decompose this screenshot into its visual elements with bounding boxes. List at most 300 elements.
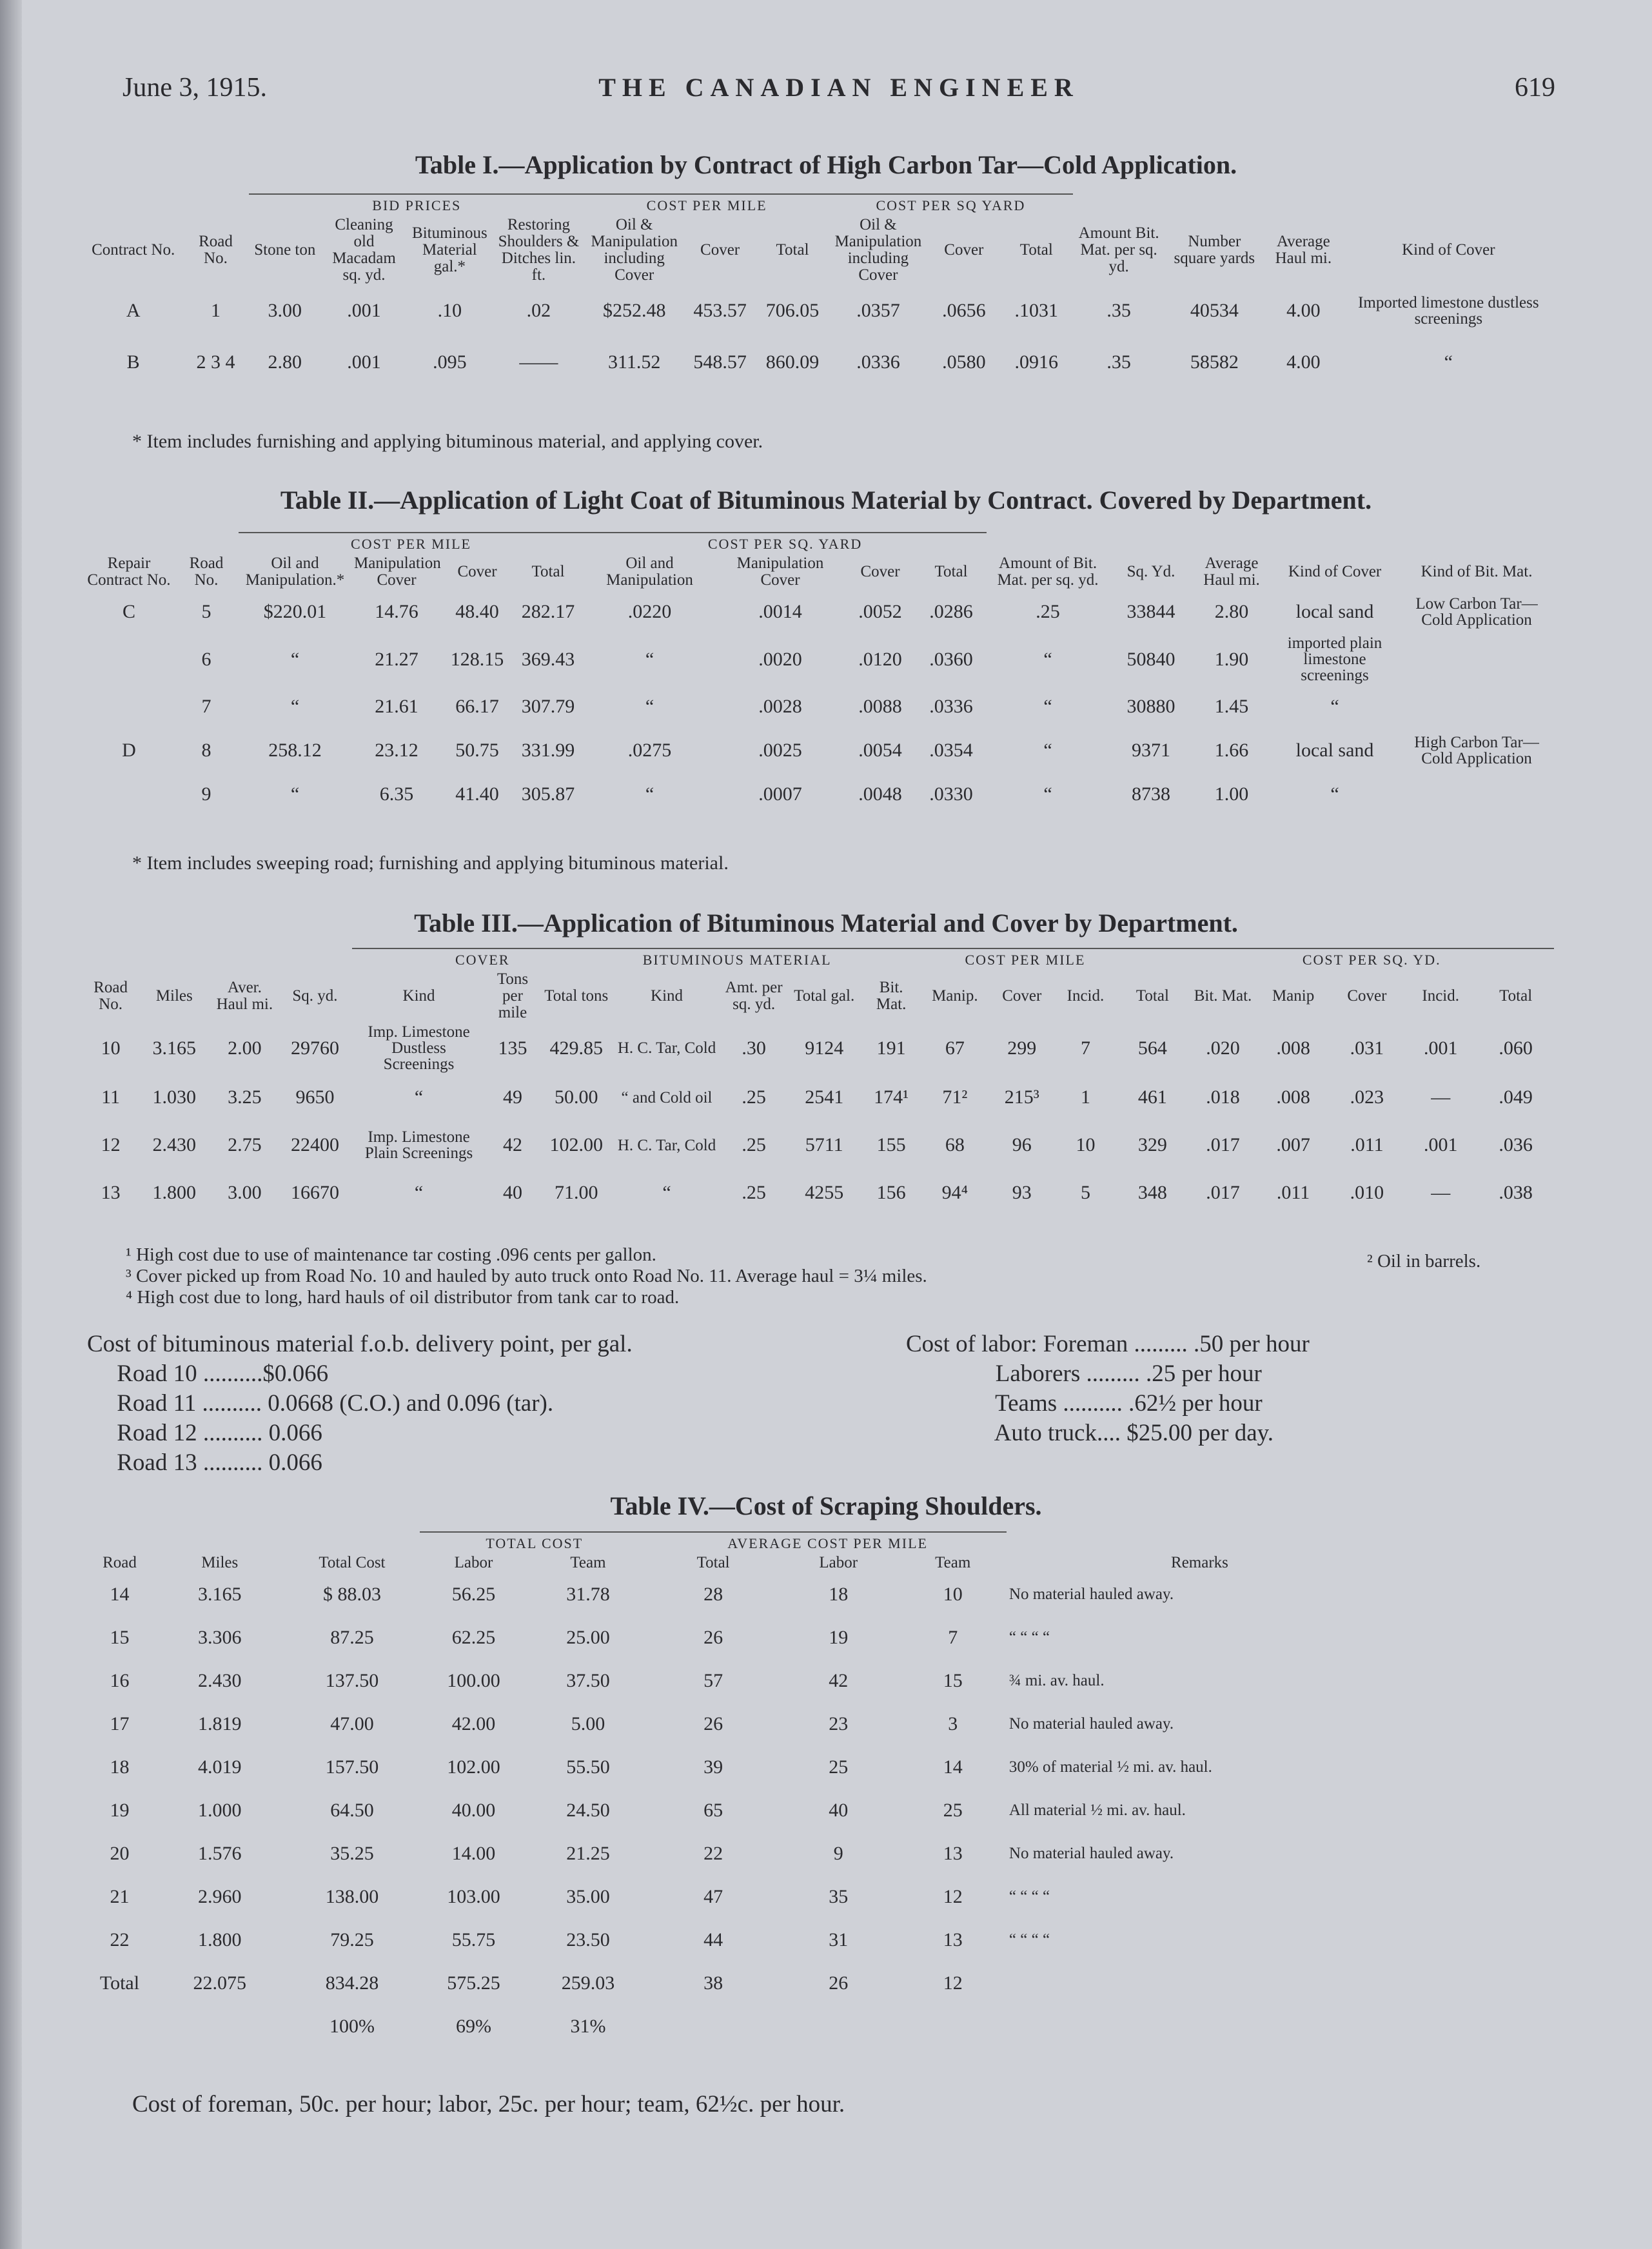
t2-col-header: Oil and Manipulation <box>606 555 693 589</box>
table-cell: 4.00 <box>1286 351 1321 373</box>
table-row <box>84 1659 1393 1702</box>
table-cell: H. C. Tar, Cold <box>617 1136 716 1154</box>
table-cell: 40 <box>503 1182 522 1203</box>
table-cell: 68 <box>945 1134 965 1155</box>
table-cell: 24.50 <box>566 1799 610 1821</box>
table-row <box>84 685 1554 729</box>
table-cell: 3.306 <box>198 1626 242 1648</box>
table-cell: 44 <box>703 1929 723 1950</box>
table-cell: .001 <box>1423 1134 1458 1155</box>
table-cell: .0007 <box>758 783 802 805</box>
table-cell: 15 <box>943 1669 963 1691</box>
table-cell: .25 <box>1036 601 1060 622</box>
table-cell: 3.165 <box>152 1037 197 1059</box>
table-cell: A <box>126 300 141 321</box>
table-cell: 10 <box>943 1583 963 1605</box>
table-cell: .0330 <box>929 783 973 805</box>
table-row <box>84 337 1554 388</box>
table-cell: 28 <box>703 1583 723 1605</box>
table-cell: — <box>1431 1182 1451 1203</box>
table-cell: 23 <box>829 1713 849 1734</box>
table-row <box>84 1789 1393 1832</box>
table-cell: 9 <box>833 1842 843 1864</box>
table-cell: 100% <box>329 2015 375 2037</box>
table-cell: .0275 <box>627 740 672 761</box>
table-cell: “ “ “ “ <box>1008 1629 1050 1646</box>
table-cell: 7 <box>201 696 211 717</box>
table-cell: .020 <box>1206 1037 1240 1059</box>
table-cell: 13 <box>943 1929 963 1950</box>
table-cell: 35.25 <box>330 1842 374 1864</box>
table-cell: local sand <box>1295 601 1374 622</box>
t2-col-header: Kind of Cover <box>1288 563 1382 580</box>
table-cell: $220.01 <box>263 601 327 622</box>
table-cell: .35 <box>1106 351 1131 373</box>
table-cell <box>84 685 174 729</box>
table-row <box>84 285 1554 337</box>
table-cell: 22 <box>110 1929 130 1950</box>
t2-col-header: Sq. Yd. <box>1126 563 1175 580</box>
table-cell: 14.76 <box>375 601 418 622</box>
t1-col-header: Road No. <box>199 233 233 267</box>
table-cell: D <box>122 740 136 761</box>
table-cell: 35.00 <box>566 1885 610 1907</box>
table-cell <box>84 772 174 816</box>
table-cell: 13 <box>101 1182 121 1203</box>
cost-line: Road 10 ..........$0.066 <box>87 1360 329 1387</box>
t3-col-header: Sq. yd. <box>292 987 338 1005</box>
table-cell: .001 <box>347 300 381 321</box>
t3-col-header: Amt. per sq. yd. <box>725 979 783 1013</box>
table-cell: Total <box>99 1972 140 1994</box>
table-cell: .036 <box>1499 1134 1533 1155</box>
table-cell: .049 <box>1499 1086 1533 1108</box>
table-cell: 26 <box>703 1713 723 1734</box>
table-cell: “ <box>1043 648 1052 670</box>
t1-col-header: Cover <box>700 241 740 259</box>
table-cell: 66.17 <box>455 696 499 717</box>
binding-edge <box>0 0 22 2249</box>
table-cell: 4.00 <box>1286 300 1321 321</box>
table-cell: 19 <box>110 1799 130 1821</box>
table-cell: 307.79 <box>521 696 575 717</box>
table-cell: 3.25 <box>228 1086 262 1108</box>
table-cell: 71² <box>942 1086 968 1108</box>
table-cell: “ <box>290 648 300 670</box>
table-cell: 14.00 <box>451 1842 496 1864</box>
table-cell: 19 <box>829 1626 849 1648</box>
table-cell: .0656 <box>942 300 986 321</box>
table-cell: 4255 <box>805 1182 844 1203</box>
t1-group-cost-per-sqyd: COST PER SQ YARD <box>829 194 1072 215</box>
issue-date: June 3, 1915. <box>123 73 267 103</box>
table-cell: 1.819 <box>198 1713 242 1734</box>
table-cell: 1.576 <box>198 1842 242 1864</box>
table-cell: 31% <box>570 2015 606 2037</box>
t3-col-header: Total <box>1136 987 1169 1005</box>
table-cell: 5711 <box>805 1134 843 1155</box>
table-cell <box>1007 1961 1393 2005</box>
table-cell: 155 <box>876 1134 906 1155</box>
table-cell <box>649 2005 778 2048</box>
table-cell: 26 <box>829 1972 849 1994</box>
table-cell: “ <box>1330 696 1339 717</box>
table-cell: .0088 <box>858 696 902 717</box>
table-cell: 30880 <box>1126 696 1175 717</box>
table-cell: .0360 <box>929 648 973 670</box>
t2-col-header: Repair Contract No. <box>87 555 171 589</box>
table-cell: 7 <box>948 1626 958 1648</box>
table-cell: No material hauled away. <box>1008 1845 1174 1862</box>
table-cell: 50.00 <box>554 1086 598 1108</box>
t2-col-header: Cover <box>860 563 900 580</box>
table4-footer: Cost of foreman, 50c. per hour; labor, 25c. per hour; team, 62½c. per hour. <box>132 2091 845 2117</box>
page-number: 619 <box>1515 73 1555 103</box>
table-cell: .02 <box>526 300 551 321</box>
table-cell: .0025 <box>758 740 802 761</box>
table-cell <box>900 2005 1007 2048</box>
table-cell: “ <box>1043 783 1052 805</box>
table-cell: .35 <box>1106 300 1131 321</box>
table-cell: H. C. Tar, Cold <box>617 1039 716 1057</box>
table-row <box>84 1573 1393 1616</box>
table-cell: .060 <box>1499 1037 1533 1059</box>
table-cell: “ <box>1330 783 1339 805</box>
table-cell: 369.43 <box>521 648 575 670</box>
t4-col-header: Labor <box>819 1554 858 1571</box>
table-cell: 23.50 <box>566 1929 610 1950</box>
table-cell: 69% <box>456 2015 492 2037</box>
table-cell <box>1399 685 1554 729</box>
t4-col-header: Road <box>103 1554 137 1571</box>
table3-footnote: ⁴ High cost due to long, hard hauls of oil distributor from tank car to road. <box>126 1287 680 1308</box>
t1-col-header: Oil & Manipulation including Cover <box>591 216 678 284</box>
table-cell: 3.00 <box>268 300 302 321</box>
table-row <box>84 729 1554 772</box>
table-cell: 48.40 <box>455 601 499 622</box>
table-cell: “ <box>1444 351 1453 373</box>
table-cell: 138.00 <box>325 1885 379 1907</box>
t1-col-header: Oil & Manipulation including Cover <box>834 216 922 284</box>
table-row <box>84 1961 1393 2005</box>
table-cell: .0336 <box>856 351 900 373</box>
t3-group-cover: COVER <box>352 948 613 970</box>
table-cell: 548.57 <box>693 351 747 373</box>
t3-col-header: Manip <box>1272 987 1315 1005</box>
table-cell: 50840 <box>1126 648 1175 670</box>
table-cell: .095 <box>433 351 467 373</box>
table-row <box>84 1023 1554 1074</box>
table-cell: 5 <box>1080 1182 1090 1203</box>
t3-group-bituminous: BITUMINOUS MATERIAL <box>613 948 861 970</box>
table-row <box>84 1832 1393 1875</box>
table-cell: 22400 <box>290 1134 339 1155</box>
table-cell: 12 <box>101 1134 121 1155</box>
t1-group-cost-per-mile: COST PER MILE <box>585 194 829 215</box>
table-cell: .017 <box>1206 1134 1240 1155</box>
table-cell: 103.00 <box>447 1885 500 1907</box>
bituminous-cost-block <box>87 1330 633 1478</box>
table-cell: 3.165 <box>198 1583 242 1605</box>
table-cell: “ <box>290 696 300 717</box>
t2-col-header: Cover <box>457 563 497 580</box>
t4-col-header: Team <box>935 1554 971 1571</box>
table-cell: 57 <box>703 1669 723 1691</box>
table-cell: 135 <box>498 1037 527 1059</box>
t2-group-cost-per-sqyd: COST PER SQ. YARD <box>584 533 987 554</box>
cost-line: Road 12 .......... 0.066 <box>87 1420 322 1446</box>
table-cell: 329 <box>1137 1134 1167 1155</box>
table-cell: 16 <box>110 1669 130 1691</box>
table-cell: .001 <box>347 351 381 373</box>
table-cell: 49 <box>503 1086 522 1108</box>
table-cell: 102.00 <box>549 1134 603 1155</box>
table-cell: 29760 <box>290 1037 339 1059</box>
t4-group-avg-cost: AVERAGE COST PER MILE <box>649 1532 1007 1553</box>
table-cell: 1.800 <box>152 1182 197 1203</box>
table-cell: .010 <box>1350 1182 1384 1203</box>
table-cell: 9371 <box>1132 740 1171 761</box>
table4-title: Table IV.—Cost of Scraping Shoulders. <box>610 1491 1042 1520</box>
table-cell: 575.25 <box>447 1972 500 1994</box>
table-cell: 453.57 <box>693 300 747 321</box>
labor-line: Cost of labor: Foreman ......... .50 per hour <box>906 1331 1310 1357</box>
cost-line: Road 13 .......... 0.066 <box>87 1449 322 1476</box>
table-cell: 20 <box>110 1842 130 1864</box>
page-header <box>123 72 1555 111</box>
table-cell <box>84 2005 155 2048</box>
t3-col-header: Tons per mile <box>497 970 529 1021</box>
table-cell: 17 <box>110 1713 130 1734</box>
t1-col-header: Amount Bit. Mat. per sq. yd. <box>1078 224 1159 275</box>
table-cell: 67 <box>945 1037 965 1059</box>
table-row <box>84 634 1554 685</box>
t4-col-header: Labor <box>454 1554 493 1571</box>
table-cell: 5 <box>201 601 211 622</box>
table-cell: 25 <box>829 1756 849 1778</box>
table3-footnote: ³ Cover picked up from Road No. 10 and hauled by auto truck onto Road No. 11. Average haul = 3¼ miles. <box>126 1266 927 1286</box>
labor-cost-block <box>906 1330 1310 1448</box>
table-cell: 14 <box>110 1583 130 1605</box>
table-cell: .0580 <box>942 351 986 373</box>
cost-line: Cost of bituminous material f.o.b. delivery point, per gal. <box>87 1331 633 1357</box>
t3-col-header: Cover <box>1347 987 1387 1005</box>
table-cell: 30% of material ½ mi. av. haul. <box>1008 1758 1212 1776</box>
t1-col-header: Stone ton <box>254 241 316 259</box>
table-cell: 47 <box>703 1885 723 1907</box>
t1-col-header: Bituminous Material gal.* <box>412 224 487 275</box>
table-cell: 42 <box>829 1669 849 1691</box>
table-cell: .0028 <box>758 696 802 717</box>
table-cell: “ <box>645 648 654 670</box>
table-cell: 6.35 <box>379 783 414 805</box>
table-cell: .0048 <box>858 783 902 805</box>
table-cell: 12 <box>943 1885 963 1907</box>
labor-line: Teams .......... .62½ per hour <box>906 1390 1263 1417</box>
t3-col-header: Aver. Haul mi. <box>216 979 273 1013</box>
table-cell: 2 3 4 <box>196 351 235 373</box>
t3-col-header: Total <box>1499 987 1533 1005</box>
table-cell: 42.00 <box>451 1713 496 1734</box>
t2-col-header: Average Haul mi. <box>1203 555 1260 589</box>
table-cell: .001 <box>1423 1037 1458 1059</box>
t3-col-header: Manip. <box>932 987 978 1005</box>
table-cell: 102.00 <box>447 1756 500 1778</box>
table-cell: 4.019 <box>198 1756 242 1778</box>
table-cell: .018 <box>1206 1086 1240 1108</box>
table3-footnote: ¹ High cost due to use of maintenance tar costing .096 cents per gallon. <box>126 1244 656 1265</box>
journal-title: THE CANADIAN ENGINEER <box>598 73 1079 102</box>
t3-col-header: Kind <box>402 987 435 1005</box>
table-cell: 40 <box>829 1799 849 1821</box>
table-cell: $ 88.03 <box>322 1583 381 1605</box>
table-cell: “ “ “ “ <box>1008 1931 1050 1949</box>
table-cell: 5.00 <box>571 1713 605 1734</box>
table1-title: Table I.—Application by Contract of High Carbon Tar—Cold Application. <box>415 150 1237 179</box>
table-cell: 13 <box>943 1842 963 1864</box>
table-cell <box>84 634 174 685</box>
table-cell: .008 <box>1276 1037 1310 1059</box>
table-cell: .011 <box>1276 1182 1310 1203</box>
table-cell: “ <box>645 783 654 805</box>
table-cell: .0054 <box>858 740 902 761</box>
table-cell <box>1399 634 1554 685</box>
table-cell: .008 <box>1276 1086 1310 1108</box>
table-cell: 137.50 <box>325 1669 379 1691</box>
table-cell: 87.25 <box>330 1626 374 1648</box>
table-cell: 15 <box>110 1626 130 1648</box>
table-cell: 22.075 <box>193 1972 246 1994</box>
table-cell: 94⁴ <box>941 1182 969 1203</box>
table-cell: .0354 <box>929 740 973 761</box>
table-cell: 100.00 <box>447 1669 500 1691</box>
table-cell: 2.960 <box>198 1885 242 1907</box>
table-cell: “ <box>645 696 654 717</box>
table1-footnote: * Item includes furnishing and applying bituminous material, and applying cover. <box>132 431 763 452</box>
table-cell: 62.25 <box>451 1626 496 1648</box>
table-cell: 38 <box>703 1972 723 1994</box>
table-cell: 8 <box>201 740 211 761</box>
table-row <box>84 1918 1393 1961</box>
table-cell: 1.00 <box>1214 783 1249 805</box>
table-cell: 96 <box>1012 1134 1032 1155</box>
table3 <box>84 948 1554 1217</box>
t3-group-cost-per-sqyd: COST PER SQ. YD. <box>1190 948 1554 970</box>
table-cell: 2.00 <box>228 1037 262 1059</box>
table1 <box>84 193 1554 388</box>
table-cell: 2.80 <box>1214 601 1249 622</box>
table-cell: 25.00 <box>566 1626 610 1648</box>
table-cell: 21.61 <box>375 696 418 717</box>
table-cell: 3.00 <box>228 1182 262 1203</box>
table2-title: Table II.—Application of Light Coat of Bituminous Material by Contract. Covered by Department. <box>280 486 1372 515</box>
table-cell: B <box>126 351 140 373</box>
table-cell: .1031 <box>1014 300 1059 321</box>
t1-col-header: Cover <box>944 241 984 259</box>
table-cell: .0020 <box>758 648 802 670</box>
table-row <box>84 1616 1393 1659</box>
table-cell: .031 <box>1350 1037 1384 1059</box>
table-cell: 311.52 <box>607 351 661 373</box>
table-cell: .0120 <box>858 648 902 670</box>
table-cell: 128.15 <box>450 648 504 670</box>
table-cell: .30 <box>742 1037 766 1059</box>
table-cell: Low Carbon Tar—Cold Application <box>1415 595 1538 629</box>
table2-footnote: * Item includes sweeping road; furnishing and applying bituminous material. <box>132 852 729 874</box>
table-cell: 331.99 <box>521 740 575 761</box>
t3-col-header: Incid. <box>1067 987 1105 1005</box>
table-cell: 12 <box>943 1972 963 1994</box>
t1-col-header: Kind of Cover <box>1402 241 1495 259</box>
table-cell: .007 <box>1276 1134 1310 1155</box>
table-cell: .25 <box>742 1086 766 1108</box>
table-cell: 282.17 <box>521 601 575 622</box>
table-cell: local sand <box>1295 740 1374 761</box>
table-cell: 56.25 <box>451 1583 496 1605</box>
table-cell: .023 <box>1350 1086 1384 1108</box>
table-cell: 41.40 <box>455 783 499 805</box>
table-cell: 42 <box>503 1134 522 1155</box>
table-cell: 55.75 <box>451 1929 496 1950</box>
t4-col-header: Total <box>696 1554 730 1571</box>
table-cell: 16670 <box>290 1182 339 1203</box>
table-cell: 9 <box>201 783 211 805</box>
table-cell: All material ½ mi. av. haul. <box>1008 1802 1186 1819</box>
t2-col-header: Oil and Manipulation.* <box>245 555 345 589</box>
table-cell: Imported limestone dustless screenings <box>1358 294 1539 328</box>
t2-col-header: Total <box>934 563 968 580</box>
table-cell: No material hauled away. <box>1008 1715 1174 1733</box>
table-cell <box>1007 2005 1393 2048</box>
table-cell: 23.12 <box>375 740 418 761</box>
table-cell: .0014 <box>758 601 802 622</box>
table-cell: 2541 <box>805 1086 844 1108</box>
t3-group-cost-per-mile: COST PER MILE <box>861 948 1189 970</box>
table-cell: “ <box>1043 696 1052 717</box>
table-cell: 21 <box>110 1885 130 1907</box>
t3-col-header: Incid. <box>1422 987 1459 1005</box>
t4-col-header: Miles <box>201 1554 239 1571</box>
table-row <box>84 1702 1393 1745</box>
table-cell: “ <box>414 1182 424 1203</box>
t1-col-header: Average Haul mi. <box>1275 233 1332 267</box>
table-row <box>84 2005 1393 2048</box>
labor-line: Laborers ......... .25 per hour <box>906 1360 1262 1387</box>
table-cell: 174¹ <box>874 1086 909 1108</box>
table-cell <box>1399 772 1554 816</box>
table-row <box>84 1121 1554 1169</box>
table-cell: 1.90 <box>1214 648 1249 670</box>
table3-title: Table III.—Application of Bituminous Material and Cover by Department. <box>414 908 1238 938</box>
t2-col-header: Total <box>531 563 565 580</box>
t1-col-header: Contract No. <box>92 241 175 259</box>
t2-group-cost-per-mile: COST PER MILE <box>239 533 584 554</box>
table-row <box>84 590 1554 634</box>
t1-col-header: Number square yards <box>1174 233 1255 267</box>
table-cell: 7 <box>1080 1037 1090 1059</box>
table3-footnotes <box>126 1244 927 1308</box>
table-cell: High Carbon Tar—Cold Application <box>1414 734 1539 767</box>
table-cell: 40.00 <box>451 1799 496 1821</box>
table-cell: ¾ mi. av. haul. <box>1008 1672 1105 1689</box>
table-cell: 18 <box>829 1583 849 1605</box>
t4-col-header: Remarks <box>1171 1554 1228 1571</box>
t3-col-header: Road No. <box>93 979 128 1013</box>
table-cell: 22 <box>703 1842 723 1864</box>
table-cell: —— <box>519 351 558 373</box>
table-cell: 305.87 <box>521 783 575 805</box>
table-cell: 55.50 <box>566 1756 610 1778</box>
